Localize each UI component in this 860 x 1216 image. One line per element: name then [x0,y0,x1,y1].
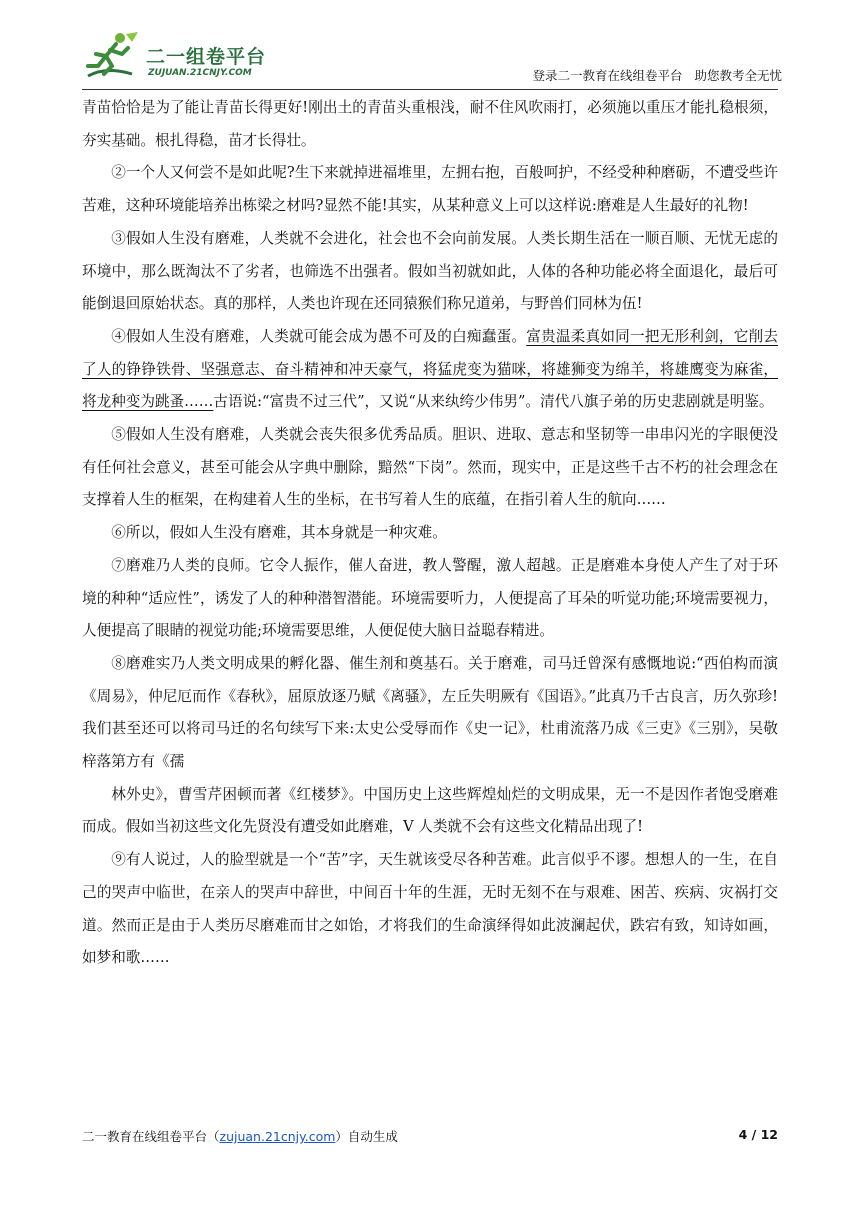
paragraph-5: ⑤假如人生没有磨难，人类就会丧失很多优秀品质。胆识、进取、意志和坚韧等一串串闪光的字眼便没有任何社会意义，甚至可能会从字典中删除，黯然“下岗”。然而，现实中，正是这些千古不朽的社会理念在支撑着人生的框架，在构建着人生的坐标，在书写着人生的底蕴，在指引着人生的航向…… [82,426,778,509]
footer-suffix: ）自动生成 [335,1129,398,1144]
logo-url: ZUJUAN.21CNJY.COM [148,68,252,78]
paragraph-8: ⑧磨难实乃人类文明成果的孵化器、催生剂和奠基石。关于磨难，司马迁曾深有感慨地说:“西伯构而演《周易》，仲尼厄而作《春秋》，屈原放逐乃赋《离骚》，左丘失明厥有《国语》。”此真乃千古良言，历久弥珍!我们甚至还可以将司马迁的名句续写下来:太史公受辱而作《史一记》，杜甫流落乃成《三吏》《三别》，吴敬梓落第方有《孺 [82,654,778,771]
paragraph-continued: 青苗恰恰是为了能让青苗长得更好!刚出土的青苗头重根浅，耐不住风吹雨打，必须施以重压才能扎稳根须，夯实基础。根扎得稳，苗才长得壮。 [82,99,778,149]
running-figure-icon [82,30,144,84]
underlined-sentence: 富贵温柔真如同一把无形利剑，它削去了人的铮铮铁骨、坚强意志、奋斗精神和冲天豪气，将猛虎变为猫咪，将雄狮变为绵羊，将雄鹰变为麻雀，将龙种变为跳蚤…… [82,327,778,411]
paragraph-7: ⑦磨难乃人类的良师。它令人振作，催人奋进，教人警醒，激人超越。正是磨难本身使人产生了对于环境的种种“适应性”，诱发了人的种种潜智潜能。环境需要听力，人便提高了耳朵的听觉功能;环境需要视力，人便提高了眼睛的视觉功能;环境需要思维，人便促使大脑日益聪春精进。 [82,556,778,640]
paragraph-4 [82,321,778,419]
login-link[interactable]: 登录二一教育在线组卷平台 [532,68,683,83]
paragraph-4-start: ④假如人生没有磨难，人类就可能会成为愚不可及的白痴蠢蛋。 [111,327,527,345]
page-number: 4 / 12 [738,1127,778,1142]
paragraph-3: ③假如人生没有磨难，人类就不会进化，社会也不会向前发展。人类长期生活在一顺百顺、无忧无虑的环境中，那么既淘汰不了劣者，也筛选不出强者。假如当初就如此，人体的各种功能必将全面退化，最后可能倒退回原始状态。真的那样，人类也许现在还同猿猴们称兄道弟，与野兽们同林为伍! [82,229,778,313]
slogan: 助您教考全无忧 [694,68,782,83]
logo-text: 二一组卷平台 [146,46,267,68]
page-footer [82,1127,778,1145]
paragraph-8-continued: 林外史》，曹雪芹困顿而著《红楼梦》。中国历史上这些辉煌灿烂的文明成果，无一不是因作者饱受磨难而成。假如当初这些文化先贤没有遭受如此磨难，V 人类就不会有这些文化精品出现了! [82,785,778,836]
footer-link[interactable]: zujuan.21cnjy.com [219,1129,336,1144]
header-divider [82,89,778,90]
paragraph-6: ⑥所以，假如人生没有磨难，其本身就是一种灾难。 [111,524,447,542]
header-tagline [532,66,782,84]
logo[interactable] [82,30,302,84]
paragraph-9: ⑨有人说过，人的脸型就是一个“苦”字，天生就该受尽各种苦难。此言似乎不谬。想想人的一生，在自己的哭声中临世，在亲人的哭声中辞世，中间百十年的生涯，无时无刻不在与艰难、困苦、疾病、灾祸打交道。然而正是由于人类历尽磨难而甘之如饴，才将我们的生命演绎得如此波澜起伏，跌宕有致，知诗如画，如梦和歌…… [82,851,778,967]
footer-prefix: 二一教育在线组卷平台（ [82,1129,220,1144]
article-body [82,92,778,975]
paragraph-2: ②一个人又何尝不是如此呢?生下来就掉进福堆里，左拥右抱，百般呵护，不经受种种磨砺，不遭受些许苦难，这种环境能培养出栋梁之材吗?显然不能!其实，从某种意义上可以这样说:磨难是人生最好的礼物! [82,164,778,215]
page-header [82,30,782,88]
paragraph-4-end: 古语说:“富贵不过三代”，又说“从来纨绔少伟男”。清代八旗子弟的历史悲剧就是明鉴。 [213,393,774,411]
